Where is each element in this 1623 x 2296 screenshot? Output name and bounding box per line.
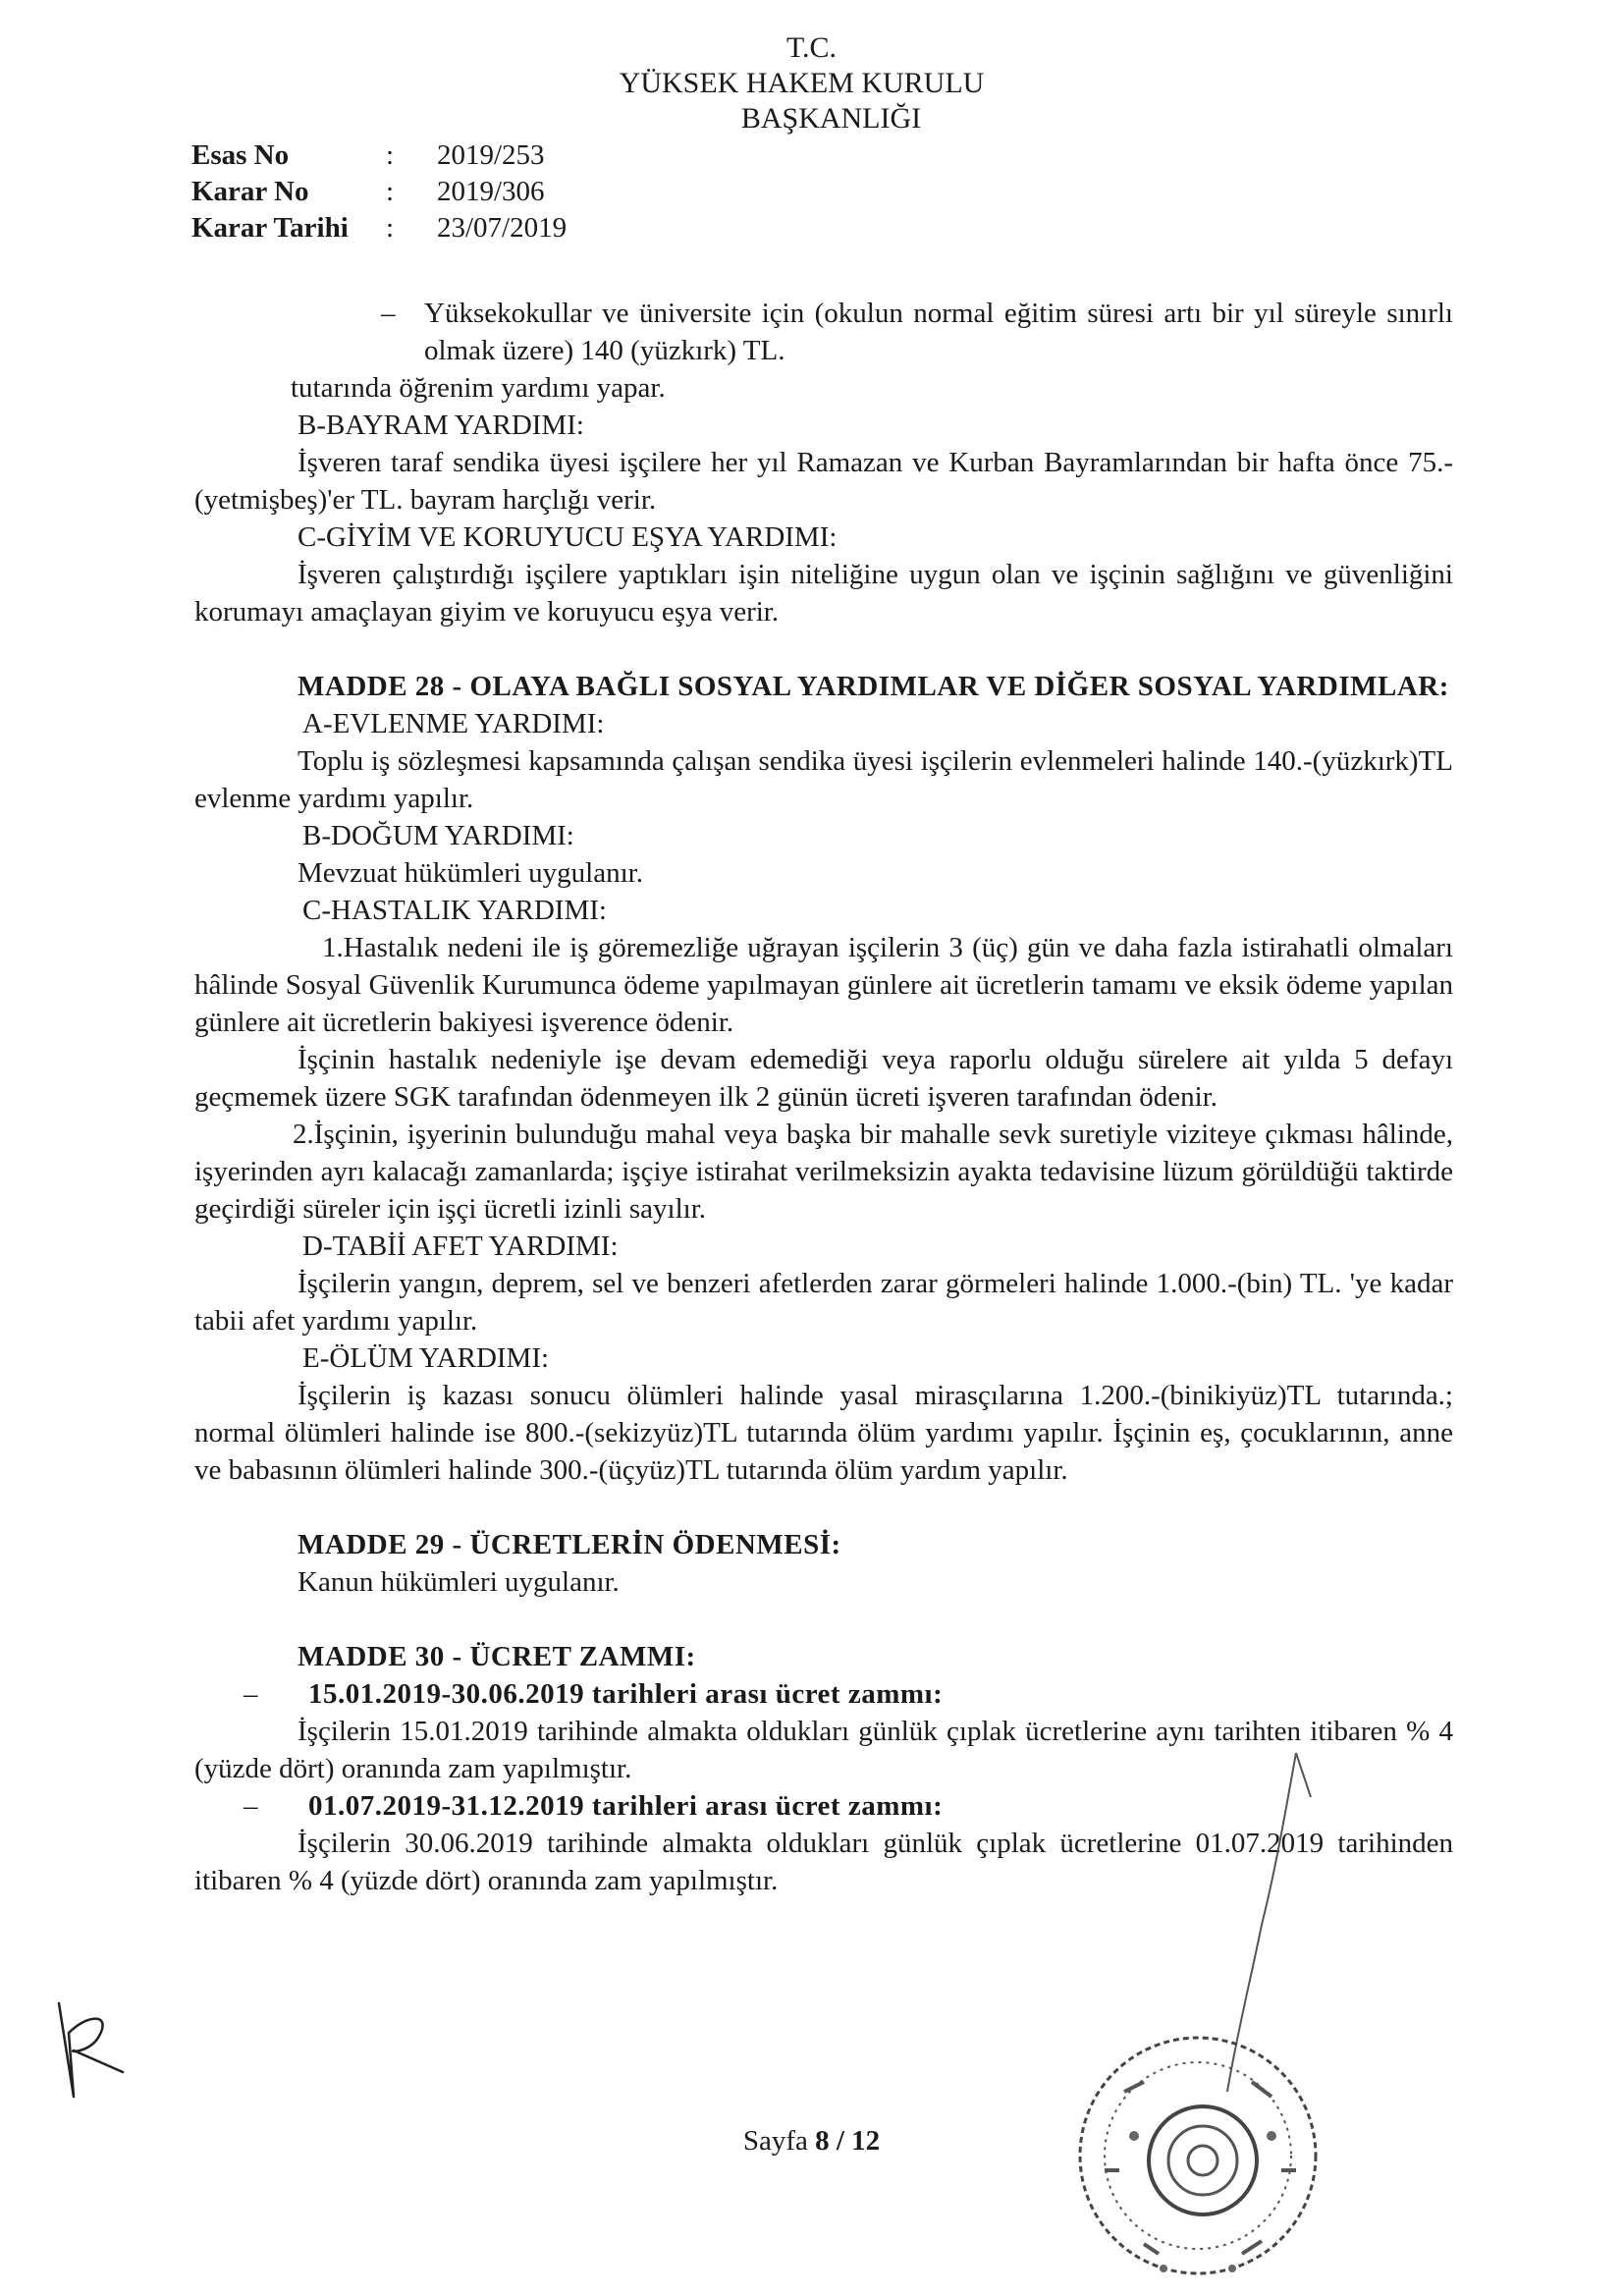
spacer: [194, 630, 1453, 668]
dash-marker: –: [243, 1678, 258, 1710]
header-organization: YÜKSEK HAKEM KURULU: [619, 67, 985, 99]
meta-colon: :: [386, 176, 395, 207]
paragraph: Yüksekokullar ve üniversite için (okulun normal eğitim süresi artı bir yıl süreyle sınırlı olmak üzere) 140 (yüzkırk) TL.: [424, 298, 1453, 366]
paragraph: Toplu iş sözleşmesi kapsamında çalışan sendika üyesi işçilerin evlenmeleri halinde 140.-(yüzkırk)TL evlenme yardımı yapılır.: [194, 745, 1453, 814]
paragraph: İşçinin hastalık nedeniyle işe devam edemediği veya raporlu olduğu sürelere ait yılda 5 defayı geçmemek üzere SGK tarafından ödenmeyen ilk 2 günün ücreti işveren tarafından ödenir.: [194, 1044, 1453, 1113]
section-heading: A-EVLENME YARDIMI:: [302, 708, 605, 739]
paragraph: İşveren çalıştırdığı işçilere yaptıkları işin niteliğine uygun olan ve işçinin sağlığını ve güvenliğini korumayı amaçlayan giyim ve koruyucu eşya verir.: [194, 559, 1453, 628]
document-body: [194, 295, 1453, 1899]
meta-colon: :: [386, 139, 395, 171]
page-label: Sayfa: [742, 2125, 816, 2157]
meta-colon: :: [386, 212, 395, 244]
signature-initials: [29, 1994, 128, 2102]
section-heading: B-DOĞUM YARDIMI:: [302, 820, 574, 851]
spacer: [194, 1489, 1453, 1526]
paragraph: İşveren taraf sendika üyesi işçilere her yıl Ramazan ve Kurban Bayramlarından bir hafta önce 75.-(yetmişbeş)'er TL. bayram harçlığı verir.: [194, 447, 1453, 516]
dash-marker: –: [243, 1790, 258, 1822]
paragraph: 2.İşçinin, işyerinin bulunduğu mahal veya başka bir mahalle sevk suretiyle viziteye çıkması hâlinde, işyerinden ayrı kalacağı zamanlarda; işçiye istirahat verilmeksizin ayakta tedavisine lüzum görüldüğü taktirde geçirdiği süreler için işçi ücretli izinli sayılır.: [194, 1119, 1453, 1225]
meta-value: 23/07/2019: [437, 212, 568, 244]
article-heading: MADDE 28 - OLAYA BAĞLI SOSYAL YARDIMLAR VE DİĞER SOSYAL YARDIMLAR:: [298, 671, 1449, 702]
article-heading: MADDE 30 - ÜCRET ZAMMI:: [298, 1641, 696, 1672]
bullet-heading: 01.07.2019-31.12.2019 tarihleri arası ücret zammı:: [308, 1790, 944, 1822]
paragraph: tutarında öğrenim yardımı yapar.: [291, 372, 666, 404]
paragraph: İşçilerin 30.06.2019 tarihinde almakta oldukları günlük çıplak ücretlerine 01.07.2019 tarihinden itibaren % 4 (yüzde dört) oranında zam yapılmıştır.: [194, 1828, 1453, 1896]
case-metadata: [191, 137, 567, 246]
meta-label: Karar No: [191, 176, 309, 207]
paragraph: 1.Hastalık nedeni ile iş göremezliğe uğrayan işçilerin 3 (üç) gün ve daha fazla istirahatli olmaları hâlinde Sosyal Güvenlik Kurumunca ödeme yapılmayan günlere ait ücretlerin tamamı ve eksik ödeme yapılan günlere ait ücretlerin bakiyesi işverence ödenir.: [194, 932, 1453, 1038]
meta-value: 2019/253: [437, 139, 545, 171]
bullet-heading: 15.01.2019-30.06.2019 tarihleri arası ücret zammı:: [308, 1678, 944, 1710]
paragraph: İşçilerin iş kazası sonucu ölümleri halinde yasal mirasçılarına 1.200.-(binikiyüz)TL tutarında.; normal ölümleri halinde ise 800.-(sekizyüz)TL tutarında ölüm yardımı yapılır. İşçinin eş, çocuklarının, anne ve babasının ölümleri halinde 300.-(üçyüz)TL tutarında ölüm yardım yapılır.: [194, 1380, 1453, 1486]
paragraph: Mevzuat hükümleri uygulanır.: [298, 857, 643, 889]
paragraph: Kanun hükümleri uygulanır.: [298, 1566, 620, 1598]
meta-label: Esas No: [191, 139, 290, 171]
list-item: [0, 295, 1453, 369]
meta-label: Karar Tarihi: [191, 212, 349, 244]
section-heading: C-HASTALIK YARDIMI:: [302, 895, 607, 926]
section-heading: D-TABİİ AFET YARDIMI:: [302, 1230, 619, 1262]
section-heading: C-GİYİM VE KORUYUCU EŞYA YARDIMI:: [298, 521, 838, 553]
paragraph: İşçilerin 15.01.2019 tarihinde almakta oldukları günlük çıplak ücretlerine aynı tarihten itibaren % 4 (yüzde dört) oranında zam yapılmıştır.: [194, 1716, 1453, 1784]
meta-row-karar: [191, 174, 567, 210]
paragraph: İşçilerin yangın, deprem, sel ve benzeri afetlerden zarar görmeleri halinde 1.000.-(bin) TL. 'ye kadar tabii afet yardımı yapılır.: [194, 1268, 1453, 1337]
spacer: [194, 1601, 1453, 1638]
section-heading: B-BAYRAM YARDIMI:: [298, 410, 584, 441]
meta-value: 2019/306: [437, 176, 545, 207]
meta-row-esas: [191, 137, 567, 174]
header-department: BAŞKANLIĞI: [740, 102, 922, 135]
article-heading: MADDE 29 - ÜCRETLERİN ÖDENMESİ:: [298, 1529, 841, 1560]
dash-marker: –: [381, 298, 396, 329]
page-footer: [0, 2125, 1623, 2158]
header-country: T.C.: [785, 31, 838, 64]
section-heading: E-ÖLÜM YARDIMI:: [302, 1342, 550, 1374]
page-number: 8 / 12: [815, 2125, 881, 2157]
list-item: [194, 1675, 1453, 1713]
meta-row-tarih: [191, 210, 567, 246]
